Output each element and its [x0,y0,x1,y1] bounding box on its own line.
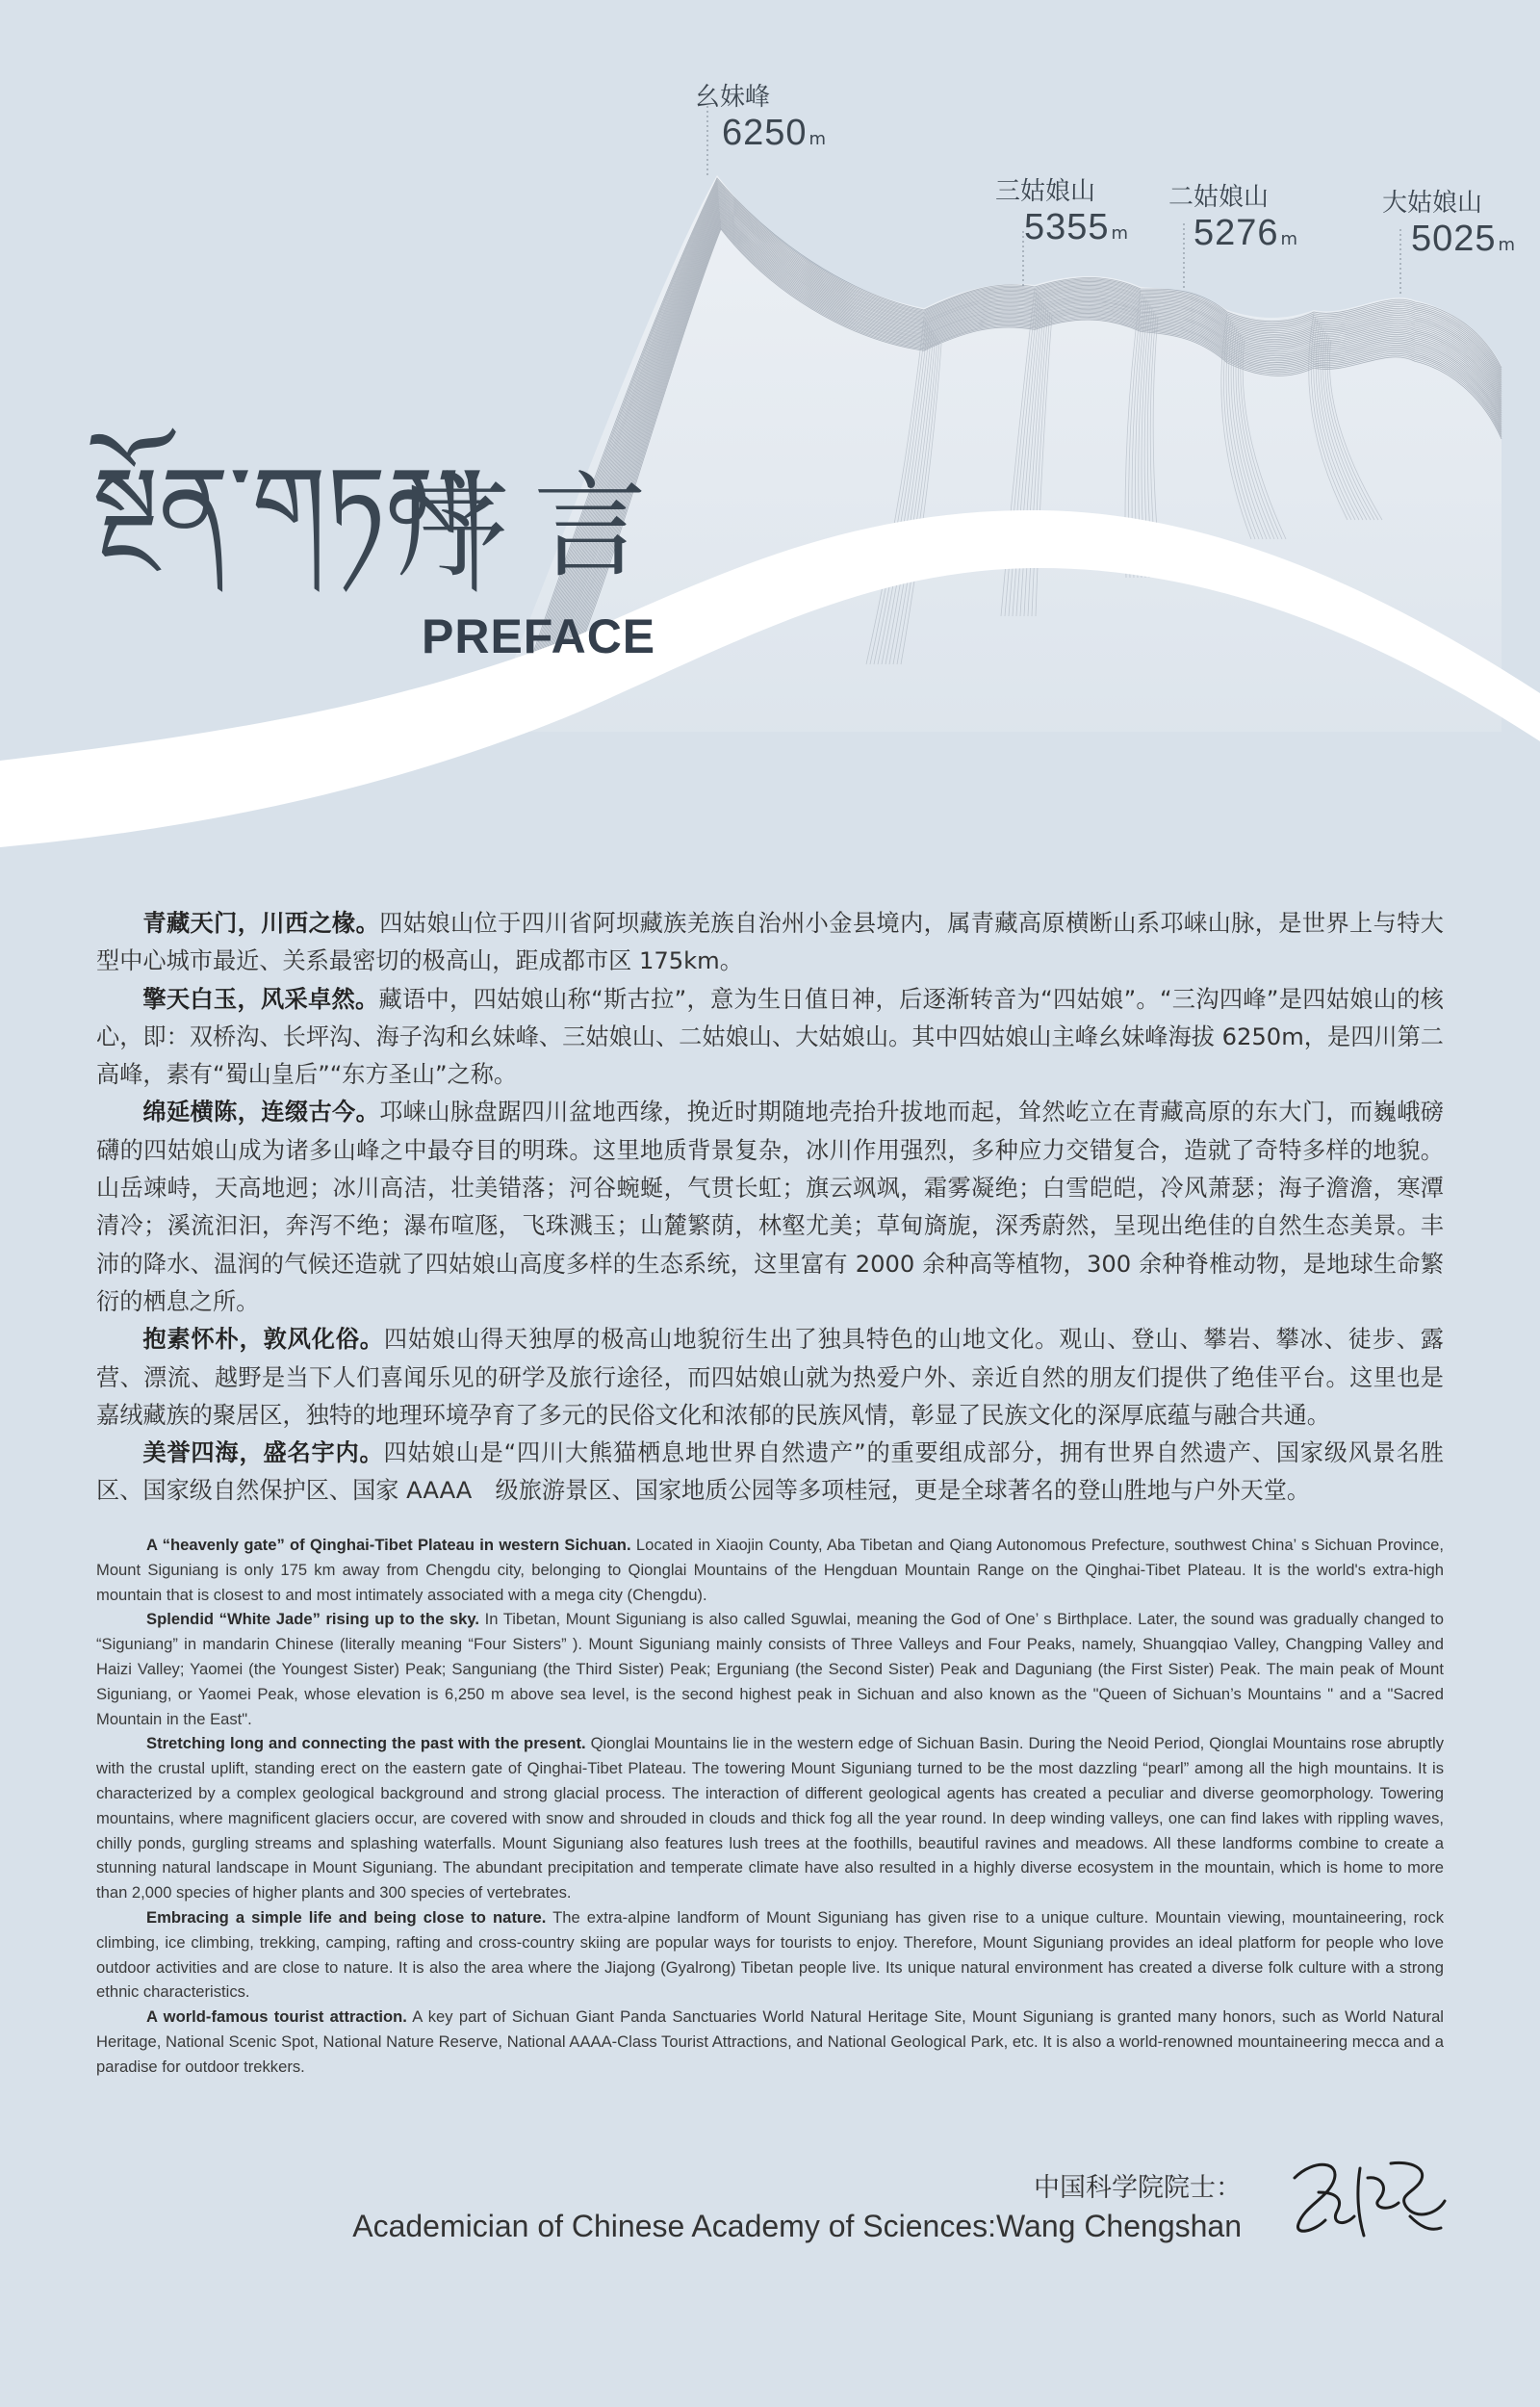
paragraph-lead: A “heavenly gate” of Qinghai-Tibet Plateau in western Sichuan. [146,1536,631,1554]
peak-unit: m [808,129,827,149]
chinese-paragraph [96,981,1444,1095]
chinese-title: 序言 [397,460,671,593]
paragraph-text: 邛崃山脉盘踞四川盆地西缘，挽近时期随地壳抬升拔地而起，耸然屹立在青藏高原的东大门，而巍峨磅礴的四姑娘山成为诸多山峰之中最夺目的明珠。这里地质背景复杂，冰川作用强烈，多种应力交错复合，造就了奇特多样的地貌。山岳竦峙，天高地迥；冰川高洁，壮美错落；河谷蜿蜒，气贯长虹；旗云飒飒，霜雾凝绝；白雪皑皑，冷风萧瑟；海子澹澹，寒潭清冷；溪流汩汩，奔泻不绝；瀑布喧豗，飞珠溅玉；山麓繁荫，林壑尤美；草甸旖旎，深秀蔚然，呈现出绝佳的自然生态美景。丰沛的降水、温润的气候还造就了四姑娘山高度多样的生态系统，这里富有 2000 余种高等植物，300 余种脊椎动物，是地球生命繁衍的栖息之所。 [96,1099,1444,1315]
paragraph-text: A key part of Sichuan Giant Panda Sanctuaries World Natural Heritage Site, Mount Siguniang is granted many honors, such as World Natural Heritage, National Scenic Spot, National Nature Reserve, National AAAA-Class Tourist Attractions, and National Geological Park, etc. It is also a world-renowned mountaineering mecca and a paradise for outdoor trekkers. [96,2007,1444,2076]
paragraph-lead: 绵延横陈，连缀古今。 [142,1099,380,1126]
peak-unit: m [1498,235,1516,255]
peak-height: 5025 [1411,219,1497,259]
peak-unit: m [1280,229,1298,249]
tibetan-title: སྔོན་གཏམ། [92,444,484,567]
paragraph-text: Qionglai Mountains lie in the western edge of Sichuan Basin. During the Neoid Period, Qionglai Mountains rose abruptly with the crustal uplift, standing erect on the eastern gate of Qinghai-Tibet Plateau. The towering Mount Siguniang turned to be the most dazzling “pearl” among all the high mountains. It is characterized by a complex geological background and strong glacial process. The interaction of different geological agents has created a peculiar and diverse geomorphology. Towering mountains, where magnificent glaciers occur, are covered with snow and shrouded in clouds and thick fog all the year round. In deep winding valleys, one can find lakes with rippling waves, chilly ponds, gurgling streams and splashing waterfalls. Mount Siguniang also features lush trees at the foothills, beautiful ravines and meadows. All these landforms combine to create a stunning natural landscape in Mount Siguniang. The abundant precipitation and temperate climate have also resulted in a highly diverse ecosystem in the mountain, which is home to more than 2,000 species of higher plants and 300 species of vertebrates. [96,1734,1444,1902]
paragraph-lead: A world-famous tourist attraction. [146,2007,407,2027]
chinese-paragraph [96,1435,1444,1511]
signature-title-chinese: 中国科学院院士： [1034,2173,1242,2203]
english-paragraph [96,1533,1444,1607]
peak-name: 幺妹峰 [695,83,771,112]
english-paragraph [96,2005,1444,2079]
peak-name: 大姑娘山 [1382,189,1483,218]
peak-name: 二姑娘山 [1168,183,1270,212]
english-paragraph [96,1905,1444,2005]
paragraph-lead: 青藏天门，川西之椽。 [142,910,380,937]
paragraph-lead: 美誉四海，盛名宇内。 [142,1439,384,1467]
chinese-paragraph [96,1321,1444,1435]
paragraph-text: 四姑娘山位于四川省阿坝藏族羌族自治州小金县境内，属青藏高原横断山系邛崃山脉，是世界上与特大型中心城市最近、关系最密切的极高山，距成都市区 175km。 [96,910,1444,975]
english-body [96,1533,1444,2080]
peak-label-daguniang [1382,183,1515,260]
peak-label-yaomei [695,77,826,154]
paragraph-lead: Stretching long and connecting the past with the present. [146,1734,586,1753]
paragraph-text: 四姑娘山是“四川大熊猫栖息地世界自然遗产”的重要组成部分，拥有世界自然遗产、国家级风景名胜区、国家级自然保护区、国家 AAAA 级旅游景区、国家地质公园等多项桂冠，更是全球著名的登山胜地与户外天堂。 [96,1439,1444,1505]
paragraph-text: In Tibetan, Mount Siguniang is also called Sguwlai, meaning the God of One’ s Birthplace. Later, the sound was gradually changed to “Siguniang” in mandarin Chinese (literally meaning “Four Sisters” ). Mount Siguniang mainly consists of Three Valleys and Four Peaks, namely, Shuangqiao Valley, Changping Valley and Haizi Valley; Yaomei (the Youngest Sister) Peak; Sanguniang (the Third Sister) Peak; Erguniang (the Second Sister) Peak and Daguniang (the First Sister) Peak. The main peak of Mount Siguniang, or Yaomei Peak, whose elevation is 6,250 m above sea level, is the second highest peak in Sichuan and also known as the "Queen of Sichuan’s Mountains " and a "Sacred Mountain in the East". [96,1610,1444,1728]
handwritten-signature [1275,2139,1458,2255]
paragraph-lead: 抱素怀朴，敦风化俗。 [142,1326,384,1354]
english-paragraph [96,1607,1444,1731]
paragraph-text: Located in Xiaojin County, Aba Tibetan and Qiang Autonomous Prefecture, southwest China’ s Sichuan Province, Mount Siguniang is only 175 km away from Chengdu city, belonging to Qionglai Mountains of the Hengduan Mountain Range on the Qinghai-Tibet Plateau. It is the world's extra-high mountain that is closest to and most intimately associated with a mega city (Chengdu). [96,1536,1445,1604]
peak-label-sanguniang [995,171,1128,248]
paragraph-lead: Embracing a simple life and being close to nature. [146,1907,547,1927]
paragraph-text: 藏语中，四姑娘山称“斯古拉”，意为生日值日神，后逐渐转音为“四姑娘”。“三沟四峰”是四姑娘山的核心，即：双桥沟、长坪沟、海子沟和幺妹峰、三姑娘山、二姑娘山、大姑娘山。其中四姑娘山主峰幺妹峰海拔 6250m，是四川第二高峰，素有“蜀山皇后”“东方圣山”之称。 [96,985,1444,1089]
peak-height: 5355 [1024,207,1110,247]
english-paragraph [96,1731,1444,1905]
paragraph-lead: 擎天白玉，风采卓然。 [142,985,379,1013]
paragraph-lead: Splendid “White Jade” rising up to the sky. [146,1610,479,1629]
english-title: PREFACE [422,609,656,663]
peak-height: 5276 [1194,213,1279,253]
chinese-body [96,905,1444,1511]
peak-height: 6250 [722,113,808,153]
chinese-paragraph [96,905,1444,981]
paragraph-text: The extra-alpine landform of Mount Siguniang has given rise to a unique culture. Mountain viewing, mountaineering, rock climbing, ice climbing, trekking, camping, rafting and cross-country skiing are popular ways for tourists to enjoy. Therefore, Mount Siguniang provides an ideal platform for people who love outdoor activities and are close to nature. It is also the area where the Jiajong (Gyalrong) Tibetan people live. Its unique natural environment has created a diverse folk culture with a strong ethnic characteristics. [96,1907,1444,2002]
peak-name: 三姑娘山 [995,177,1096,206]
peak-label-erguniang [1168,177,1297,254]
paragraph-text: 四姑娘山得天独厚的极高山地貌衍生出了独具特色的山地文化。观山、登山、攀岩、攀冰、徒步、露营、漂流、越野是当下人们喜闻乐见的研学及旅行途径，而四姑娘山就为热爱户外、亲近自然的朋友们提供了绝佳平台。这里也是嘉绒藏族的聚居区，独特的地理环境孕育了多元的民俗文化和浓郁的民族风情，彰显了民族文化的深厚底蕴与融合共通。 [96,1326,1444,1429]
chinese-paragraph [96,1094,1444,1321]
signature-title-english: Academician of Chinese Academy of Sciences:Wang Chengshan [352,2209,1242,2243]
peak-unit: m [1111,223,1129,244]
